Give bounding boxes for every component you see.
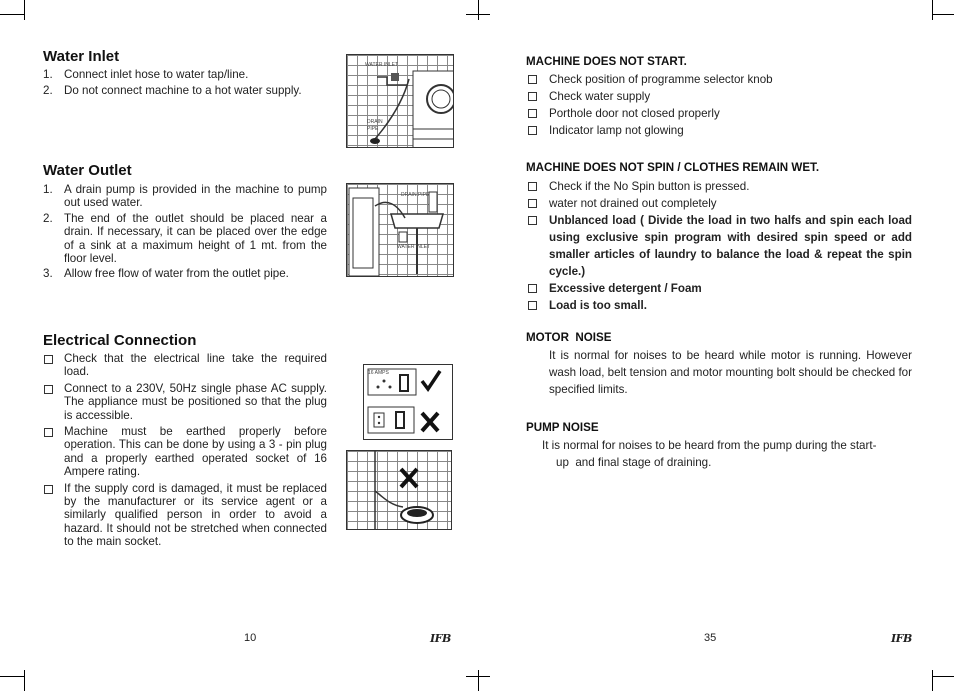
water-outlet-figure — [346, 183, 454, 277]
list-item: If the supply cord is damaged, it must be replaced by the manufacturer or its service agent or a similarly qualified person in order to avoid a hazard. It should not be stretched when connected to the main socket. — [43, 482, 327, 549]
troubleshoot-list — [526, 178, 912, 314]
list-item: Check if the No Spin button is pressed. — [526, 178, 912, 195]
list-item: water not drained out completely — [526, 195, 912, 212]
cross-mark-icon — [422, 413, 438, 431]
crop-mark — [0, 676, 24, 677]
water-inlet-heading: Water Inlet — [43, 48, 120, 65]
plug-drawing — [347, 451, 451, 529]
crop-mark — [466, 14, 490, 15]
list-item: Load is too small. — [526, 297, 912, 314]
list-item: Porthole door not closed properly — [526, 105, 912, 122]
list-item: Connect to a 230V, 50Hz single phase AC supply. The appliance must be positioned so that the plug is accessible. — [43, 382, 327, 422]
fig-label: DRAIN PIPE — [401, 192, 430, 198]
fig-label: 16 AMPS — [368, 370, 389, 376]
page-number: 35 — [704, 632, 717, 644]
crop-mark — [932, 676, 954, 677]
troubleshoot-list — [526, 71, 912, 139]
washing-machine-inlet-drawing — [347, 55, 453, 147]
section-heading: PUMP NOISE — [526, 421, 599, 434]
section-heading: MACHINE DOES NOT SPIN / CLOTHES REMAIN WET. — [526, 161, 820, 174]
crop-mark — [466, 676, 490, 677]
cross-mark-icon — [401, 469, 417, 487]
water-inlet-list — [43, 68, 327, 98]
fig-label: WATER INLET — [397, 244, 431, 250]
checkbox-bullet-icon — [528, 126, 537, 135]
socket-drawing — [364, 365, 452, 439]
list-item: Excessive detergent / Foam — [526, 280, 912, 297]
crop-mark — [478, 0, 479, 20]
water-inlet-figure — [346, 54, 454, 148]
checkbox-bullet-icon — [44, 355, 53, 364]
list-item: 2. The end of the outlet should be placed near a drain. If necessary, it can be placed over the edge of a sink at a maximum height of 1 mt. from the floor level. — [43, 211, 327, 266]
section-heading: MACHINE DOES NOT START. — [526, 55, 687, 68]
crop-mark — [24, 670, 25, 691]
checkbox-bullet-icon — [528, 301, 537, 310]
checkbox-bullet-icon — [528, 182, 537, 191]
sink-drain-drawing — [347, 184, 453, 276]
checkbox-bullet-icon — [528, 75, 537, 84]
checkbox-bullet-icon — [528, 92, 537, 101]
list-item: 1. A drain pump is provided in the machine to pump out used water. — [43, 183, 327, 210]
crop-mark — [932, 670, 933, 691]
checkbox-bullet-icon — [528, 109, 537, 118]
list-item: 2. Do not connect machine to a hot water supply. — [43, 84, 302, 98]
list-item: Check water supply — [526, 88, 912, 105]
list-item: Check position of programme selector knob — [526, 71, 912, 88]
crop-mark — [24, 0, 25, 20]
checkbox-bullet-icon — [528, 216, 537, 225]
checkbox-bullet-icon — [44, 428, 53, 437]
list-item: Check that the electrical line take the required load. — [43, 352, 327, 379]
checkbox-bullet-icon — [528, 199, 537, 208]
crop-mark — [478, 670, 479, 691]
brand-logo: IFB — [891, 632, 912, 645]
list-item: Indicator lamp not glowing — [526, 122, 912, 139]
section-heading: MOTOR NOISE — [526, 331, 612, 344]
list-item: 3. Allow free flow of water from the outlet pipe. — [43, 267, 289, 281]
water-outlet-heading: Water Outlet — [43, 162, 132, 179]
list-item: Machine must be earthed properly before operation. This can be done by using a 3 - pin plug and a properly earthed operated socket of 16 Ampere rating. — [43, 425, 327, 479]
fig-label: WATER INLET — [365, 62, 399, 68]
motor-noise-text: It is normal for noises to be heard while motor is running. However wash load, belt tension and motor mounting bolt should be checked for specified limits. — [549, 349, 912, 396]
page-number: 10 — [244, 632, 257, 644]
checkbox-bullet-icon — [528, 284, 537, 293]
fig-label: DRAIN — [367, 119, 383, 125]
crop-mark — [932, 14, 954, 15]
crop-mark — [0, 14, 24, 15]
crop-mark — [932, 0, 933, 20]
brand-logo: IFB — [430, 632, 451, 645]
plug-figure — [346, 450, 452, 530]
checkbox-bullet-icon — [44, 485, 53, 494]
electrical-heading: Electrical Connection — [43, 332, 197, 349]
check-mark-icon — [422, 371, 440, 389]
water-outlet-list — [43, 183, 327, 281]
fig-label: PIPE — [367, 126, 379, 132]
list-item: 1. Connect inlet hose to water tap/line. — [43, 68, 249, 81]
pump-noise-text-line1: It is normal for noises to be heard from the pump during the start- — [542, 439, 877, 452]
electrical-list — [43, 352, 327, 549]
list-item: Unblanced load ( Divide the load in two halfs and spin each load using exclusive spin program with desired spin speed or add smaller articles of laundry to balance the load & repeat the spin cycle.) — [526, 212, 912, 280]
checkbox-bullet-icon — [44, 385, 53, 394]
socket-figure — [363, 364, 453, 440]
pump-noise-text-line2: up and final stage of draining. — [556, 456, 712, 469]
